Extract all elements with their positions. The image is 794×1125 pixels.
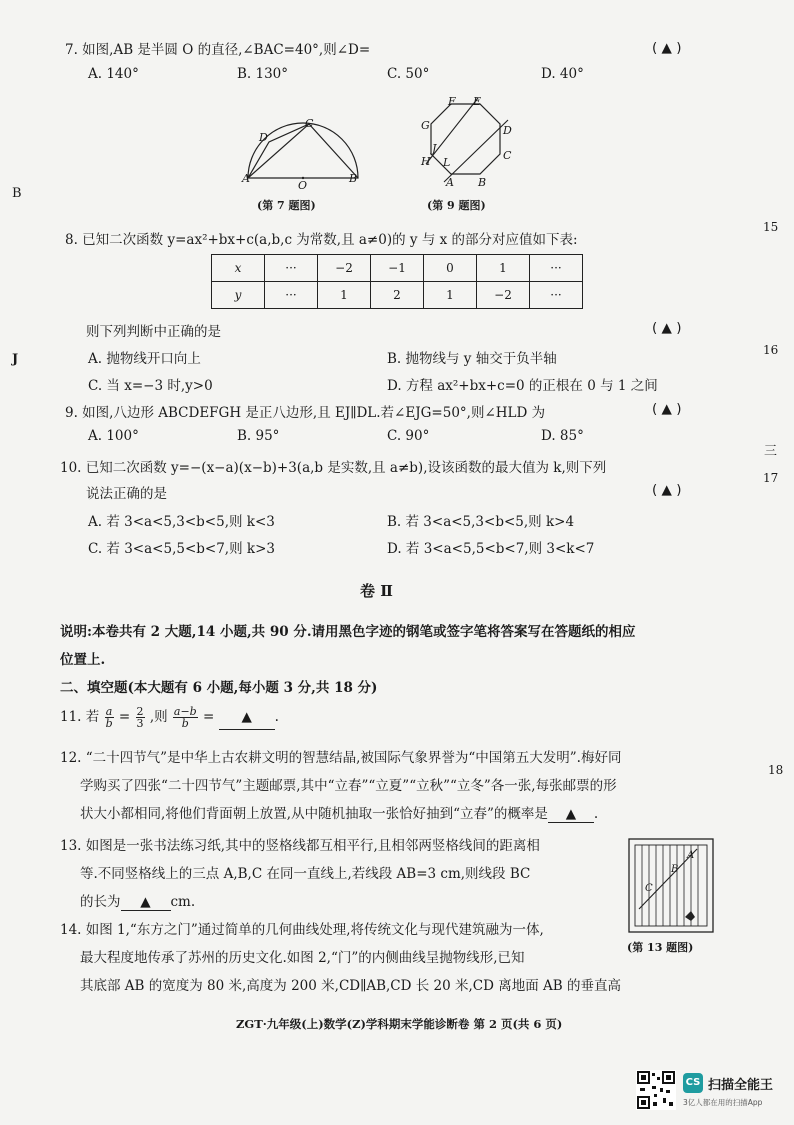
- side-mark-right-15: 15: [763, 220, 779, 234]
- fig9-label-a: A: [446, 176, 454, 189]
- q11-tail: =: [203, 709, 215, 725]
- q12-line1: 12. “二十四节气”是中华上古农耕文明的智慧结晶,被国际气象界誉为“中国第五大发明”.梅好同: [60, 750, 622, 766]
- q8-prompt: 则下列判断中正确的是: [86, 324, 221, 340]
- fig9-label-j: J: [432, 142, 437, 155]
- q8-answer-bracket: ( ▲ ): [652, 320, 682, 336]
- table-cell: x: [212, 255, 265, 282]
- q9-answer-bracket: ( ▲ ): [652, 401, 682, 417]
- q9-option-a: A. 100°: [88, 428, 139, 444]
- fig13-label-c: C: [645, 883, 653, 894]
- scanner-tagline: 3亿人都在用的扫描App: [683, 1098, 763, 1107]
- table-cell: 0: [424, 255, 477, 282]
- q9-stem: 9. 如图,八边形 ABCDEFGH 是正八边形,且 EJ∥DL.若∠EJG=50°,则∠HLD 为: [65, 405, 546, 421]
- scanner-logo-icon: CS: [683, 1073, 703, 1093]
- fig13-caption: (第 13 题图): [627, 941, 694, 954]
- q14-line1: 14. 如图 1,“东方之门”通过简单的几何曲线处理,将传统文化与现代建筑融为一体,: [60, 922, 544, 938]
- q8-option-c: C. 当 x=−3 时,y>0: [88, 378, 213, 394]
- side-mark-left-b: B: [12, 186, 22, 201]
- fig9-label-d: D: [503, 124, 512, 137]
- q8-option-b: B. 抛物线与 y 轴交于负半轴: [387, 351, 557, 367]
- q13-line3: 的长为 ▲ cm.: [80, 894, 196, 910]
- q8-option-a: A. 抛物线开口向上: [88, 351, 201, 367]
- q13-line2: 等.不同竖格线上的三点 A,B,C 在同一直线上,若线段 AB=3 cm,则线段 BC: [80, 866, 531, 882]
- table-cell: ···: [265, 282, 318, 309]
- q8-value-table: [211, 254, 583, 309]
- fig9-label-f: F: [448, 95, 456, 108]
- q10-option-a: A. 若 3<a<5,3<b<5,则 k<3: [88, 514, 275, 530]
- table-cell: 1: [424, 282, 477, 309]
- q10-option-d: D. 若 3<a<5,5<b<7,则 3<k<7: [387, 541, 595, 557]
- side-mark-right-san: 三: [764, 444, 778, 459]
- q12-line3: 状大小都相同,将他们背面朝上放置,从中随机抽取一张恰好抽到“立春”的概率是 ▲ .: [80, 806, 599, 822]
- fig7-label-d: D: [259, 131, 268, 144]
- fig9-label-g: G: [421, 119, 430, 132]
- fig7-label-c: C: [305, 117, 314, 130]
- q11-answer-blank: ▲: [219, 705, 275, 730]
- q10-option-c: C. 若 3<a<5,5<b<7,则 k>3: [88, 541, 275, 557]
- q11-mid: ,则: [149, 709, 168, 725]
- table-cell: ···: [530, 255, 583, 282]
- table-cell: 1: [477, 255, 530, 282]
- q11-equals: =: [118, 709, 131, 725]
- q13-line1: 13. 如图是一张书法练习纸,其中的竖格线都互相平行,且相邻两竖格线间的距离相: [60, 838, 540, 854]
- q12-answer-blank: ▲: [548, 806, 594, 823]
- q10-answer-bracket: ( ▲ ): [652, 482, 682, 498]
- fig13-label-a: A: [687, 850, 695, 861]
- q14-line2: 最大程度地传承了苏州的历史文化.如图 2,“门”的内侧曲线呈抛物线形,已知: [80, 950, 525, 966]
- q8-stem: 8. 已知二次函数 y=ax²+bx+c(a,b,c 为常数,且 a≠0)的 y 与 x 的部分对应值如下表:: [65, 232, 578, 248]
- table-cell: ···: [530, 282, 583, 309]
- table-cell: 1: [318, 282, 371, 309]
- table-cell: 2: [371, 282, 424, 309]
- q10-stem-line2: 说法正确的是: [86, 486, 167, 502]
- q7-answer-bracket: ( ▲ ): [652, 40, 682, 56]
- section2-note-line1: 说明:本卷共有 2 大题,14 小题,共 90 分.请用黑色字迹的钢笔或签字笔将答案写在答题纸的相应: [60, 624, 636, 640]
- fig9-label-h: H: [421, 155, 431, 168]
- q7-stem: 7. 如图,AB 是半圆 O 的直径,∠BAC=40°,则∠D=: [65, 42, 371, 58]
- side-mark-left-j: J: [12, 352, 19, 367]
- part2-title: 二、填空题(本大题有 6 小题,每小题 3 分,共 18 分): [60, 680, 378, 696]
- table-cell: −2: [318, 255, 371, 282]
- page-footer: ZGT·九年级(上)数学(Z)学科期末学能诊断卷 第 2 页(共 6 页): [236, 1017, 563, 1031]
- fig13-label-b: B: [671, 864, 679, 875]
- q7-option-b: B. 130°: [237, 66, 289, 82]
- side-mark-right-18: 18: [768, 763, 784, 777]
- q7-option-a: A. 140°: [88, 66, 139, 82]
- q13-answer-blank: ▲: [121, 894, 171, 911]
- fig7-label-b: B: [349, 172, 358, 185]
- q11-line: 11. 若 $\frac{a}{b}$ = $\frac{2}{3}$ ,则 $\frac{a-b}{b}$ = ▲ .: [60, 705, 279, 730]
- fig9-label-c: C: [503, 149, 512, 162]
- q9-option-b: B. 95°: [237, 428, 280, 444]
- side-mark-right-16: 16: [763, 343, 779, 357]
- q14-line3: 其底部 AB 的宽度为 80 米,高度为 200 米,CD∥AB,CD 长 20 米,CD 离地面 AB 的垂直高: [80, 978, 621, 994]
- table-cell: y: [212, 282, 265, 309]
- q7-option-d: D. 40°: [541, 66, 584, 82]
- table-cell: −1: [371, 255, 424, 282]
- q9-option-c: C. 90°: [387, 428, 430, 444]
- qr-code-icon: [636, 1070, 676, 1110]
- fig9-label-e: E: [473, 95, 482, 108]
- q7-option-c: C. 50°: [387, 66, 430, 82]
- q11-fraction-2-over-3: $\frac{2}{3}$: [136, 705, 144, 730]
- fig7-label-o: O: [298, 179, 308, 192]
- table-cell: −2: [477, 282, 530, 309]
- fig7-caption: (第 7 题图): [257, 199, 316, 212]
- q11-lead: 11. 若: [60, 709, 100, 725]
- q10-option-b: B. 若 3<a<5,3<b<5,则 k>4: [387, 514, 575, 530]
- table-row: [212, 282, 583, 309]
- table-row: [212, 255, 583, 282]
- section2-note-line2: 位置上.: [60, 652, 106, 668]
- fig13-calligraphy-paper-diagram: [627, 837, 715, 934]
- q11-fraction-a-over-b: $\frac{a}{b}$: [105, 705, 113, 730]
- side-mark-right-17: 17: [763, 471, 779, 485]
- q9-option-d: D. 85°: [541, 428, 584, 444]
- fig9-caption: (第 9 题图): [427, 199, 486, 212]
- q8-option-d: D. 方程 ax²+bx+c=0 的正根在 0 与 1 之间: [387, 378, 658, 394]
- section2-title: 卷 Ⅱ: [360, 582, 393, 600]
- table-cell: ···: [265, 255, 318, 282]
- fig9-label-l: L: [443, 156, 451, 169]
- scanner-app-name: 扫描全能王: [708, 1078, 774, 1093]
- fig7-label-a: A: [242, 172, 250, 185]
- q10-stem-line1: 10. 已知二次函数 y=−(x−a)(x−b)+3(a,b 是实数,且 a≠b),设该函数的最大值为 k,则下列: [60, 460, 607, 476]
- q12-line2: 学购买了四张“二十四节气”主题邮票,其中“立春”“立夏”“立秋”“立冬”各一张,每张邮票的形: [80, 778, 617, 794]
- fig9-label-b: B: [478, 176, 487, 189]
- q11-fraction-a-minus-b-over-b: $\frac{a-b}{b}$: [173, 705, 197, 730]
